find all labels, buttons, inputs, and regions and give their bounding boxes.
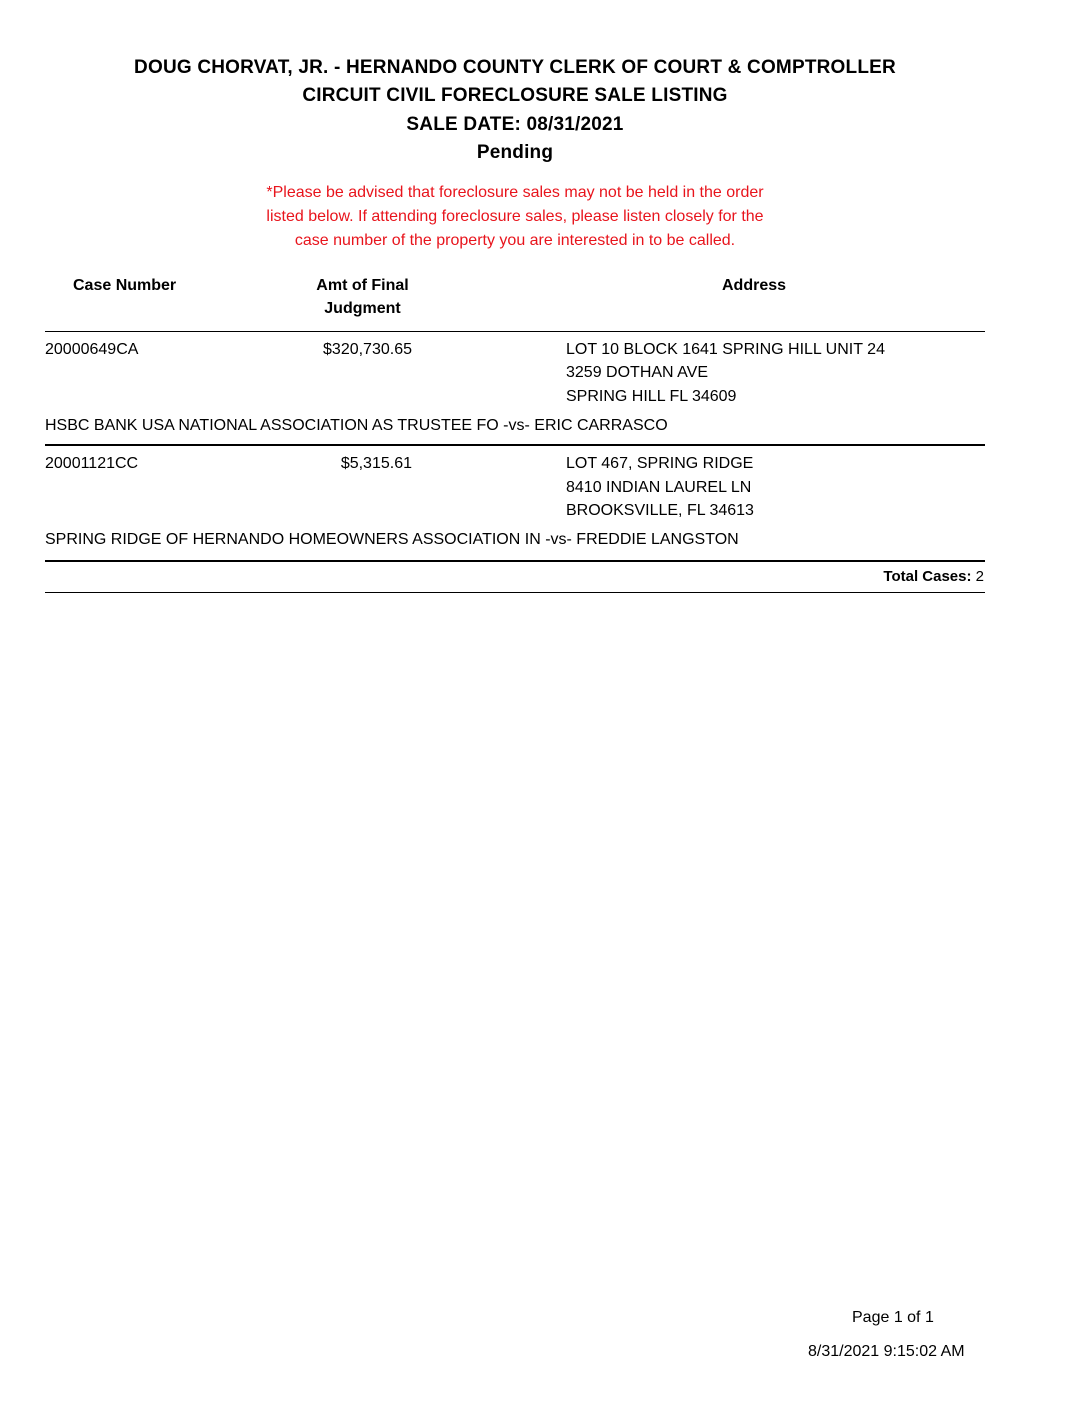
row-divider [45, 560, 985, 562]
print-timestamp: 8/31/2021 9:15:02 AM [808, 1343, 965, 1360]
total-cases [883, 568, 984, 585]
judgment-amount: $320,730.65 [323, 341, 412, 358]
case-number: 20001121CC [45, 455, 139, 472]
address-line: 8410 INDIAN LAUREL LN [566, 479, 752, 496]
report-header-line-1: DOUG CHORVAT, JR. - HERNANDO COUNTY CLERK OF COURT & COMPTROLLER [134, 57, 896, 78]
page-number: Page 1 of 1 [852, 1309, 934, 1326]
row-divider [45, 444, 985, 446]
sale-date-heading: SALE DATE: 08/31/2021 [406, 114, 624, 135]
address-line: SPRING HILL FL 34609 [566, 388, 737, 405]
case-parties: HSBC BANK USA NATIONAL ASSOCIATION AS TRUSTEE FO -vs- ERIC CARRASCO [45, 417, 668, 434]
column-header-case-number: Case Number [73, 277, 177, 294]
address-line: LOT 10 BLOCK 1641 SPRING HILL UNIT 24 [566, 341, 885, 358]
column-header-amount [300, 274, 425, 320]
column-header-amount-line2: Judgment [324, 300, 401, 317]
total-divider [45, 592, 985, 593]
column-header-amount-line1: Amt of Final [316, 277, 409, 294]
address-line: BROOKSVILLE, FL 34613 [566, 502, 754, 519]
notice-line-1: *Please be advised that foreclosure sales may not be held in the order [266, 184, 764, 201]
header-divider [45, 331, 985, 332]
notice-line-2: listed below. If attending foreclosure sales, please listen closely for the [266, 208, 764, 225]
judgment-amount: $5,315.61 [340, 455, 412, 472]
total-cases-count: 2 [975, 568, 984, 585]
case-number: 20000649CA [45, 341, 139, 358]
notice-line-3: case number of the property you are interested in to be called. [294, 232, 736, 249]
case-parties: SPRING RIDGE OF HERNANDO HOMEOWNERS ASSOCIATION IN -vs- FREDDIE LANGSTON [45, 531, 739, 548]
total-cases-label: Total Cases: [883, 568, 972, 585]
report-header-line-2: CIRCUIT CIVIL FORECLOSURE SALE LISTING [302, 85, 728, 106]
address-line: LOT 467, SPRING RIDGE [566, 455, 754, 472]
address-line: 3259 DOTHAN AVE [566, 364, 708, 381]
status-heading: Pending [476, 142, 554, 163]
column-header-address: Address [722, 277, 787, 294]
